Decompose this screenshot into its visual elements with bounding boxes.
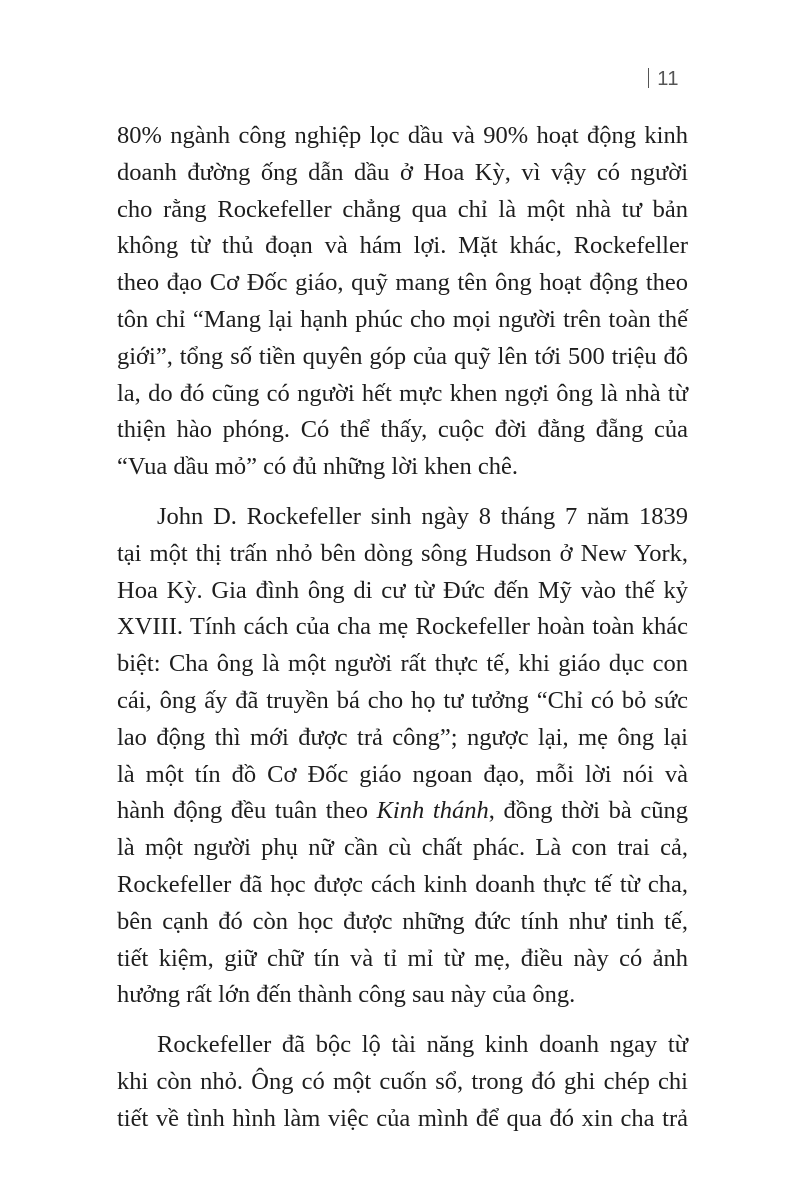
- text-line: thiện hào phóng. Có thể thấy, cuộc đời đằng đẵng của: [117, 416, 688, 444]
- text-line: tiết kiệm, giữ chữ tín và tỉ mỉ từ mẹ, điều này có ảnh: [117, 944, 688, 972]
- text-line: tiết về tình hình làm việc của mình để qua đó xin cha trả: [117, 1104, 688, 1132]
- text-line: cho rằng Rockefeller chẳng qua chỉ là một nhà tư bản: [117, 195, 688, 223]
- paragraph-3: [117, 1027, 688, 1137]
- text-line: cái, ông ấy đã truyền bá cho họ tư tưởng “Chỉ có bỏ sức: [117, 686, 688, 714]
- text-line-with-italic-title: hành động đều tuân theo Kinh thánh, đồng thời bà cũng: [117, 797, 688, 825]
- text-line: biệt: Cha ông là một người rất thực tế, khi giáo dục con: [117, 650, 688, 678]
- paragraph-1: [117, 118, 688, 486]
- text-line: 80% ngành công nghiệp lọc dầu và 90% hoạt động kinh: [117, 122, 688, 149]
- text-line: Rockefeller đã bộc lộ tài năng kinh doanh ngay từ: [157, 1031, 688, 1059]
- text-line: “Vua dầu mỏ” có đủ những lời khen chê.: [117, 453, 518, 481]
- page-header: [648, 68, 679, 91]
- text-line: bên cạnh đó còn học được những đức tính như tinh tế,: [117, 907, 688, 935]
- text-line: tôn chỉ “Mang lại hạnh phúc cho mọi người trên toàn thế: [117, 305, 688, 333]
- body-text: [117, 118, 688, 1138]
- text-line: doanh đường ống dẫn dầu ở Hoa Kỳ, vì vậy có người: [117, 158, 688, 186]
- header-separator: [648, 68, 649, 88]
- text-line: Rockefeller đã học được cách kinh doanh thực tế từ cha,: [117, 870, 688, 898]
- text-line: là một người phụ nữ cần cù chất phác. Là con trai cả,: [117, 834, 688, 862]
- text-line: lao động thì mới được trả công”; ngược lại, mẹ ông lại: [117, 723, 688, 751]
- paragraph-2: [117, 499, 688, 1014]
- text-line: tại một thị trấn nhỏ bên dòng sông Hudson ở New York,: [117, 539, 688, 567]
- text-line: là một tín đồ Cơ Đốc giáo ngoan đạo, mỗi lời nói và: [117, 760, 688, 788]
- text-line: Hoa Kỳ. Gia đình ông di cư từ Đức đến Mỹ vào thế kỷ: [117, 576, 688, 604]
- text-line: khi còn nhỏ. Ông có một cuốn sổ, trong đó ghi chép chi: [117, 1067, 688, 1095]
- text-line: giới”, tổng số tiền quyên góp của quỹ lên tới 500 triệu đô: [117, 342, 688, 370]
- text-line: la, do đó cũng có người hết mực khen ngợi ông là nhà từ: [117, 379, 688, 407]
- text-line: hưởng rất lớn đến thành công sau này của ông.: [117, 981, 576, 1009]
- text-line: không từ thủ đoạn và hám lợi. Mặt khác, Rockefeller: [117, 232, 688, 260]
- page-number: 11: [657, 68, 679, 90]
- text-line: John D. Rockefeller sinh ngày 8 tháng 7 năm 1839: [157, 502, 688, 530]
- text-line: XVIII. Tính cách của cha mẹ Rockefeller hoàn toàn khác: [117, 613, 688, 641]
- text-line: theo đạo Cơ Đốc giáo, quỹ mang tên ông hoạt động theo: [117, 269, 688, 297]
- book-title-italic: Kinh thánh: [376, 797, 489, 825]
